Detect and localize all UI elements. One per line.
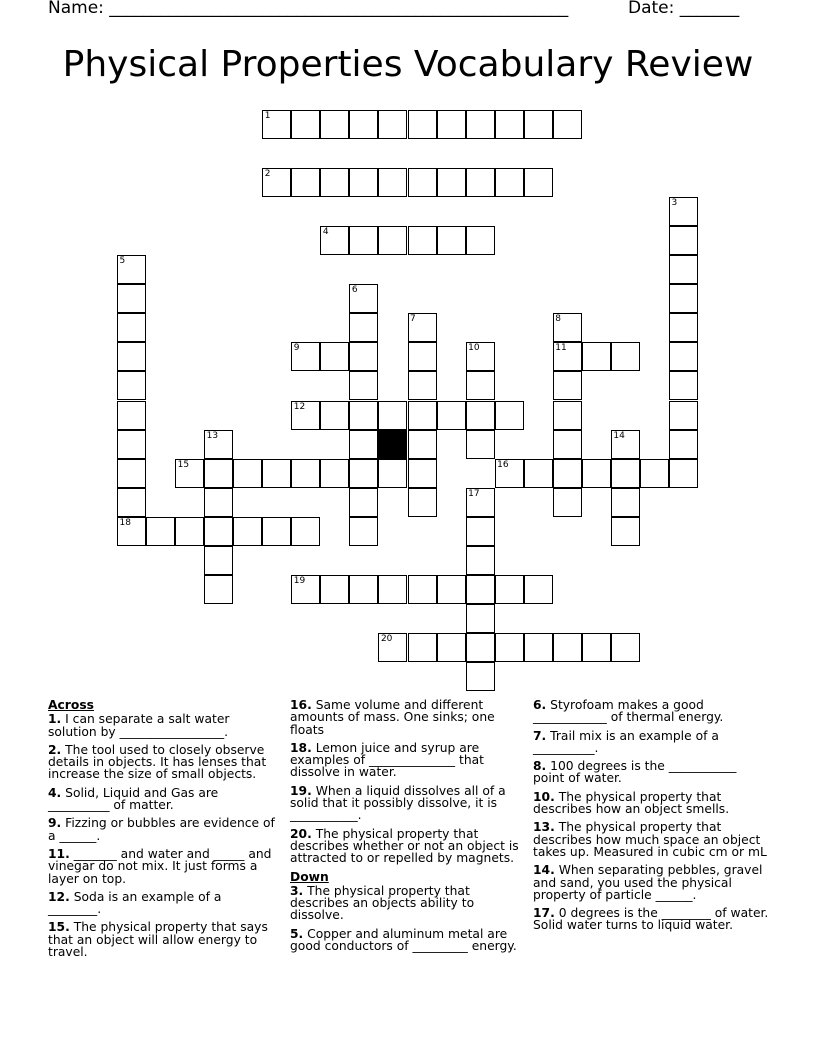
crossword-cell[interactable] [495,401,524,430]
crossword-cell[interactable] [553,110,582,139]
crossword-cell[interactable] [378,459,407,488]
crossword-cell[interactable] [378,168,407,197]
clue-number-label: 12 [293,401,306,412]
crossword-cell[interactable] [349,517,378,546]
clue-text: Fizzing or bubbles are evidence of a ______. [48,816,275,843]
crossword-cell[interactable] [291,517,320,546]
clue-number: 15. [48,920,70,935]
crossword-cell[interactable] [320,401,349,430]
crossword-cell[interactable] [204,488,233,517]
clue-number-label: 15 [177,459,190,470]
crossword-cell[interactable] [408,168,437,197]
crossword-cell[interactable] [349,401,378,430]
crossword-cell[interactable] [437,168,466,197]
crossword-cell[interactable] [669,284,698,313]
clue-text: Solid, Liquid and Gas are __________ of matter. [48,785,219,813]
crossword-cell[interactable] [408,226,437,255]
crossword-cell[interactable] [669,226,698,255]
crossword-cell[interactable] [117,371,146,400]
crossword-cell[interactable] [466,371,495,400]
crossword-cell[interactable] [320,575,349,604]
clue-number-label: 7 [410,314,416,325]
crossword-cell[interactable] [408,342,437,371]
crossword-cell[interactable] [378,226,407,255]
crossword-cell[interactable] [669,430,698,459]
crossword-cell[interactable] [349,342,378,371]
clue-text: Styrofoam makes a good ____________ of thermal energy. [533,698,724,725]
crossword-cell[interactable] [117,459,146,488]
crossword-cell[interactable] [553,371,582,400]
clue-text: 0 degrees is the ________ of water. Solid water turns to liquid water. [533,906,769,933]
crossword-cell[interactable] [466,226,495,255]
crossword-cell[interactable] [495,110,524,139]
clue-item [533,791,769,816]
crossword-cell[interactable] [582,633,611,662]
clue-number: 5. [290,926,304,941]
crossword-cell[interactable] [320,110,349,139]
crossword-cell[interactable] [408,575,437,604]
clue-number-label: 16 [497,459,509,470]
clue-number-label: 19 [293,575,306,586]
clue-column-2 [290,699,526,958]
clue-item [290,828,526,865]
crossword-cell[interactable] [466,401,495,430]
crossword-cell[interactable] [495,575,524,604]
crossword-cell[interactable] [582,459,611,488]
crossword-cell[interactable] [204,517,233,546]
clue-text: The physical property that says that an object will allow energy to travel. [48,920,268,960]
crossword-cell[interactable] [669,313,698,342]
crossword-cell[interactable] [349,575,378,604]
clue-item [533,699,769,724]
clue-number: 12. [48,889,70,904]
clue-number: 18. [290,740,312,755]
crossword-cell[interactable] [408,488,437,517]
clue-text: When separating pebbles, gravel and sand, you used the physical property of particle ______. [533,863,763,902]
crossword-cell[interactable] [524,168,553,197]
clue-text: The physical property that describes how much space an object takes up. Measured in cubic cm or mL [533,820,767,859]
clue-number: 17. [533,906,555,921]
crossword-cell[interactable] [349,371,378,400]
clue-text: I can separate a salt water solution by _________________. [48,712,230,739]
clue-number: 9. [48,816,62,831]
crossword-cell[interactable] [437,401,466,430]
clue-item [290,742,526,779]
clue-number-label: 2 [264,169,271,180]
clue-item [48,848,276,885]
crossword-cell[interactable] [320,459,349,488]
clue-text: Soda is an example of a ________. [48,889,222,917]
down-clue-list-continued [533,699,769,932]
crossword-cell[interactable] [349,488,378,517]
clue-number: 11. [48,846,70,861]
crossword-cell[interactable] [611,488,640,517]
crossword-cell[interactable] [553,459,582,488]
crossword-cell[interactable] [466,604,495,633]
clue-text: 100 degrees is the ___________ point of water. [533,759,737,786]
crossword-cell[interactable] [495,168,524,197]
clue-item [290,699,526,736]
crossword-cell[interactable] [204,459,233,488]
clue-number: 13. [533,820,555,835]
crossword-cell[interactable] [349,226,378,255]
crossword-cell[interactable] [262,459,291,488]
clue-number-label: 1 [264,111,271,121]
crossword-cell[interactable] [553,430,582,459]
clue-number: 10. [533,789,555,804]
crossword-cell[interactable] [117,313,146,342]
crossword-cell[interactable] [466,168,495,197]
crossword-cell[interactable] [117,401,146,430]
clue-item [48,713,276,738]
crossword-cell[interactable] [640,459,669,488]
crossword-cell[interactable] [175,517,204,546]
crossword-cell[interactable] [349,168,378,197]
clue-number-label: 14 [613,430,625,441]
crossword-cell[interactable] [291,459,320,488]
down-heading: Down [290,869,329,884]
across-heading: Across [48,698,94,712]
clue-item [533,821,769,858]
crossword-cell[interactable] [611,342,640,371]
crossword-cell[interactable] [611,633,640,662]
crossword-cell[interactable] [466,430,495,459]
crossword-cell[interactable] [437,575,466,604]
crossword-cell[interactable] [669,371,698,400]
crossword-cell[interactable] [466,575,495,604]
crossword-cell[interactable] [320,342,349,371]
clue-text: The physical property that describes whether or not an object is attracted to or repelled by magnets. [290,826,519,866]
crossword-cell[interactable] [408,401,437,430]
crossword-cell[interactable] [611,459,640,488]
crossword-cell[interactable] [233,517,262,546]
crossword-cell[interactable] [524,633,553,662]
crossword-cell[interactable] [669,255,698,284]
crossword-cell[interactable] [117,284,146,313]
crossword-cell[interactable] [378,575,407,604]
clue-number: 8. [533,759,547,774]
crossword-cell[interactable] [408,110,437,139]
clue-number-label: 5 [119,256,126,267]
crossword-cell[interactable] [669,401,698,430]
clue-text: Copper and aluminum metal are good conductors of _________ energy. [290,926,517,954]
clue-number-label: 10 [468,343,480,354]
clue-number: 14. [533,863,555,878]
clue-number-label: 17 [468,488,480,499]
crossword-cell[interactable] [466,110,495,139]
clue-number-label: 3 [671,198,678,209]
clue-text: The tool used to closely observe details in objects. It has lenses that increase the size of small objects. [48,742,267,782]
clue-number: 2. [48,742,62,757]
crossword-cell[interactable] [204,546,233,575]
clue-item [48,921,276,958]
clue-text: The physical property that describes an objects ability to dissolve. [290,883,475,923]
crossword-cell[interactable] [349,110,378,139]
clue-item [533,864,769,901]
clue-item [533,730,769,755]
clue-text: When a liquid dissolves all of a solid that it possibly dissolve, it is ___________. [290,783,506,823]
clue-item [533,760,769,785]
crossword-cell[interactable] [349,459,378,488]
crossword-cell[interactable] [408,459,437,488]
clue-number-label: 8 [555,314,561,325]
name-field-line: Name: ______________________________________________________ [48,0,569,18]
crossword-cell[interactable] [495,633,524,662]
page-title: Physical Properties Vocabulary Review [62,44,754,85]
crossword-cell[interactable] [262,517,291,546]
clue-text: Trail mix is an example of a __________. [533,728,719,755]
crossword-cell[interactable] [146,517,175,546]
crossword-cell[interactable] [117,430,146,459]
clue-number: 4. [48,785,62,800]
crossword-cell[interactable] [291,110,320,139]
crossword-cell[interactable] [349,430,378,459]
clue-number-label: 9 [293,343,300,354]
crossword-cell[interactable] [524,110,553,139]
clue-number: 20. [290,826,312,841]
clue-item [290,928,526,953]
clue-number: 7. [533,728,547,743]
crossword-cell[interactable] [582,342,611,371]
clue-number: 6. [533,698,547,712]
clue-text: _______ and water and _____ and vinegar do not mix. It just forms a layer on top. [48,846,272,886]
crossword-cell[interactable] [466,546,495,575]
clue-number-label: 13 [206,430,219,441]
clue-number-label: 20 [380,633,393,644]
clue-item [48,891,276,916]
crossword-cell[interactable] [669,342,698,371]
clue-text: Lemon juice and syrup are examples of ______________ that dissolve in water. [290,740,484,780]
crossword-cell[interactable] [437,226,466,255]
crossword-cell[interactable] [378,401,407,430]
clue-number: 16. [290,698,312,712]
date-field-line: Date: _______ [628,0,740,18]
crossword-cell[interactable] [437,633,466,662]
across-clue-list-continued [290,699,526,865]
clue-item [48,817,276,842]
crossword-cell[interactable] [408,371,437,400]
crossword-cell[interactable] [553,633,582,662]
crossword-cell[interactable] [669,459,698,488]
crossword-cell[interactable] [466,662,495,691]
clue-number-label: 4 [322,227,329,238]
clue-number: 3. [290,883,304,898]
crossword-cell[interactable] [611,517,640,546]
crossword-cell[interactable] [466,633,495,662]
crossword-cell[interactable] [291,168,320,197]
crossword-cell[interactable] [117,488,146,517]
crossword-cell[interactable] [204,575,233,604]
clue-number: 19. [290,783,312,798]
clue-number: 1. [48,712,62,727]
clue-number-label: 18 [119,517,131,528]
crossword-cell[interactable] [117,342,146,371]
clue-text: The physical property that describes how an object smells. [533,789,730,817]
crossword-cell[interactable] [378,110,407,139]
clue-number-label: 11 [555,343,567,354]
down-clue-list [290,885,526,952]
clue-column-3 [533,699,769,938]
crossword-cell[interactable] [437,110,466,139]
clue-item [48,787,276,812]
clue-column-1 [48,699,276,964]
crossword-cell[interactable] [553,401,582,430]
crossword-cell[interactable] [524,459,553,488]
clue-item [48,744,276,781]
clue-item [290,785,526,822]
crossword-cell[interactable] [320,168,349,197]
crossword-cell[interactable] [524,575,553,604]
crossword-cell[interactable] [553,488,582,517]
clue-number-label: 6 [351,285,358,296]
crossword-cell[interactable] [233,459,262,488]
clue-item [533,907,769,932]
clue-item [290,885,526,922]
clue-text: Same volume and different amounts of mass. One sinks; one floats [290,698,495,737]
crossword-cell[interactable] [408,430,437,459]
crossword-blocked-cell [378,430,407,459]
crossword-cell[interactable] [408,633,437,662]
across-clue-list [48,713,276,958]
crossword-cell[interactable] [466,517,495,546]
crossword-cell[interactable] [349,313,378,342]
